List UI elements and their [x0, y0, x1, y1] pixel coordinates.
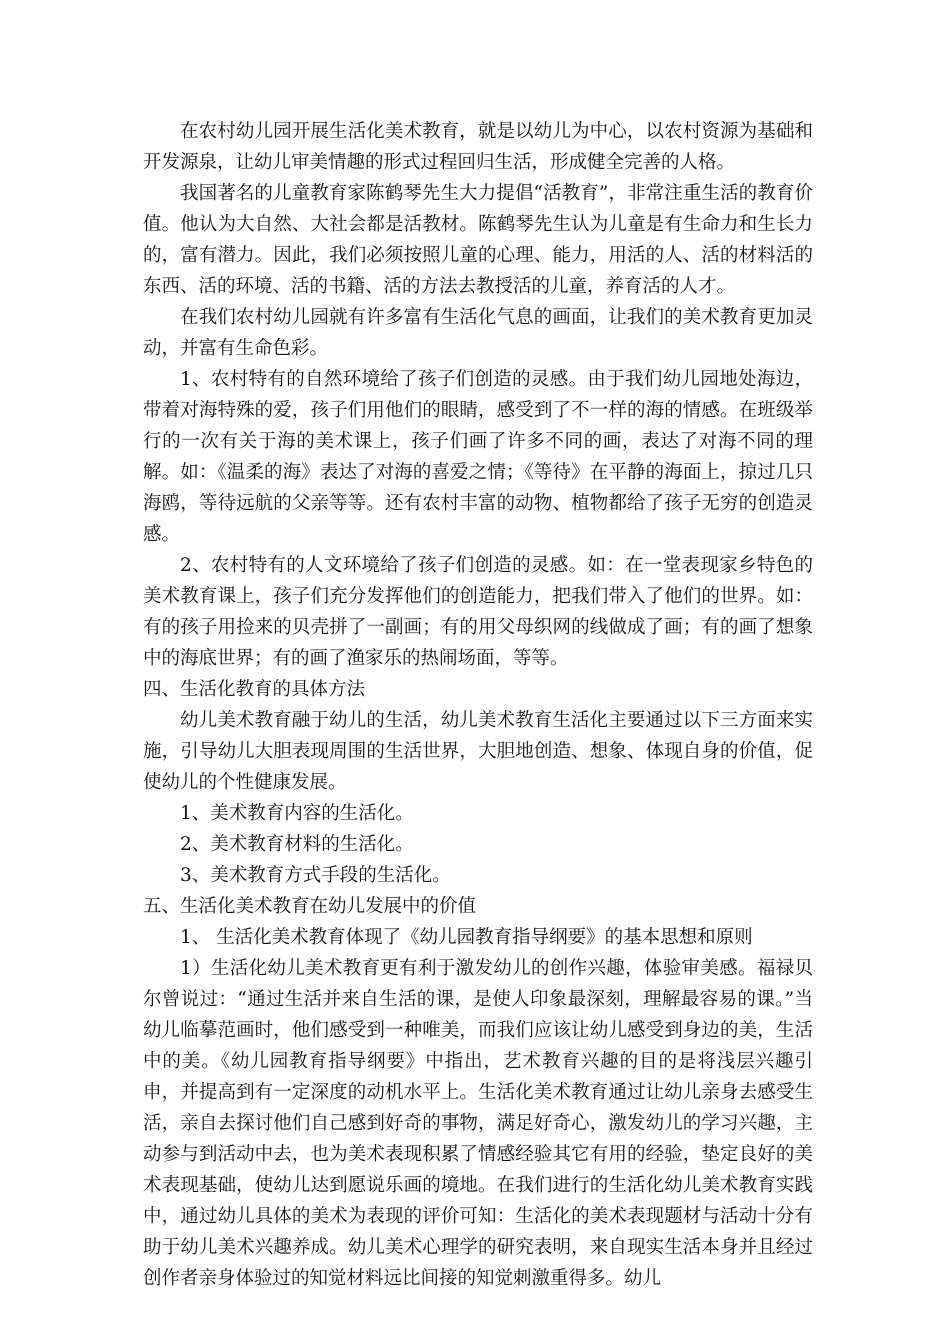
list-item-content: 1、美术教育内容的生活化。	[180, 803, 414, 824]
paragraph-chen-heqin: 我国著名的儿童教育家陈鹤琴先生大力提倡“活教育”，非常注重生活的教育价值。他认为大自然、大社会都是活教材。陈鹤琴先生认为儿童是有生命力和生长力的，富有潜力。因此，我们必须按照儿童的心理、能力，用活的人、活的材料活的东西、活的环境、活的书籍、活的方法去教授活的儿童，养育活的人才。	[143, 183, 813, 297]
paragraph-methods-intro: 幼儿美术教育融于幼儿的生活，幼儿美术教育生活化主要通过以下三方面来实施，引导幼儿大胆表现周围的生活世界，大胆地创造、想象、体现自身的价值，促使幼儿的个性健康发展。	[143, 710, 813, 793]
section-heading-methods: 四、生活化教育的具体方法	[143, 679, 366, 700]
paragraph-cultural-environment: 2、农村特有的人文环境给了孩子们创造的灵感。如：在一堂表现家乡特色的美术教育课上，孩子们充分发挥他们的创造能力，把我们带入了他们的世界。如：有的孩子用捡来的贝壳拼了一副画；有的用父母织网的线做成了画；有的画了想象中的海底世界；有的画了渔家乐的热闹场面，等等。	[143, 555, 813, 669]
list-item-materials: 2、美术教育材料的生活化。	[180, 834, 414, 855]
paragraph-natural-environment: 1、农村特有的自然环境给了孩子们创造的灵感。由于我们幼儿园地处海边，带着对海特殊的爱，孩子们用他们的眼睛，感受到了不一样的海的情感。在班级举行的一次有关于海的美术课上，孩子们画了许多不同的画，表达了对海不同的理解。如：《温柔的海》表达了对海的喜爱之情；《等待》在平静的海面上，掠过几只海鸥，等待远航的父亲等等。还有农村丰富的动物、植物都给了孩子无穷的创造灵感。	[143, 369, 813, 545]
document-page	[143, 116, 813, 1294]
paragraph-intro: 在农村幼儿园开展生活化美术教育，就是以幼儿为中心，以农村资源为基础和开发源泉，让幼儿审美情趣的形式过程回归生活，形成健全完善的人格。	[143, 121, 813, 173]
paragraph-interest: 1）生活化幼儿美术教育更有利于激发幼儿的创作兴趣，体验审美感。福禄贝尔曾说过：“通过生活并来自生活的课，是使人印象最深刻，理解最容易的课。”当幼儿临摹范画时，他们感受到一种唯美，而我们应该让幼儿感受到身边的美，生活中的美。《幼儿园教育指导纲要》中指出，艺术教育兴趣的目的是将浅层兴趣引申，并提高到有一定深度的动机水平上。生活化美术教育通过让幼儿亲身去感受生活，亲自去探讨他们自己感到好奇的事物，满足好奇心，激发幼儿的学习兴趣，主动参与到活动中去，也为美术表现积累了情感经验其它有用的经验，垫定良好的美术表现基础，使幼儿达到愿说乐画的境地。在我们进行的生活化幼儿美术教育实践中，通过幼儿具体的美术为表现的评价可知：生活化的美术表现题材与活动十分有助于幼儿美术兴趣养成。幼儿美术心理学的研究表明，来自现实生活本身并且经过创作者亲身体验过的知觉材料远比间接的知觉刺激重得多。幼儿	[143, 958, 813, 1289]
paragraph-rural-scenes: 在我们农村幼儿园就有许多富有生活化气息的画面，让我们的美术教育更加灵动，并富有生命色彩。	[143, 307, 813, 359]
section-heading-value: 五、生活化美术教育在幼儿发展中的价值	[143, 896, 477, 917]
subheading-guideline: 1、 生活化美术教育体现了《幼儿园教育指导纲要》的基本思想和原则	[180, 927, 753, 948]
list-item-means: 3、美术教育方式手段的生活化。	[180, 865, 451, 886]
